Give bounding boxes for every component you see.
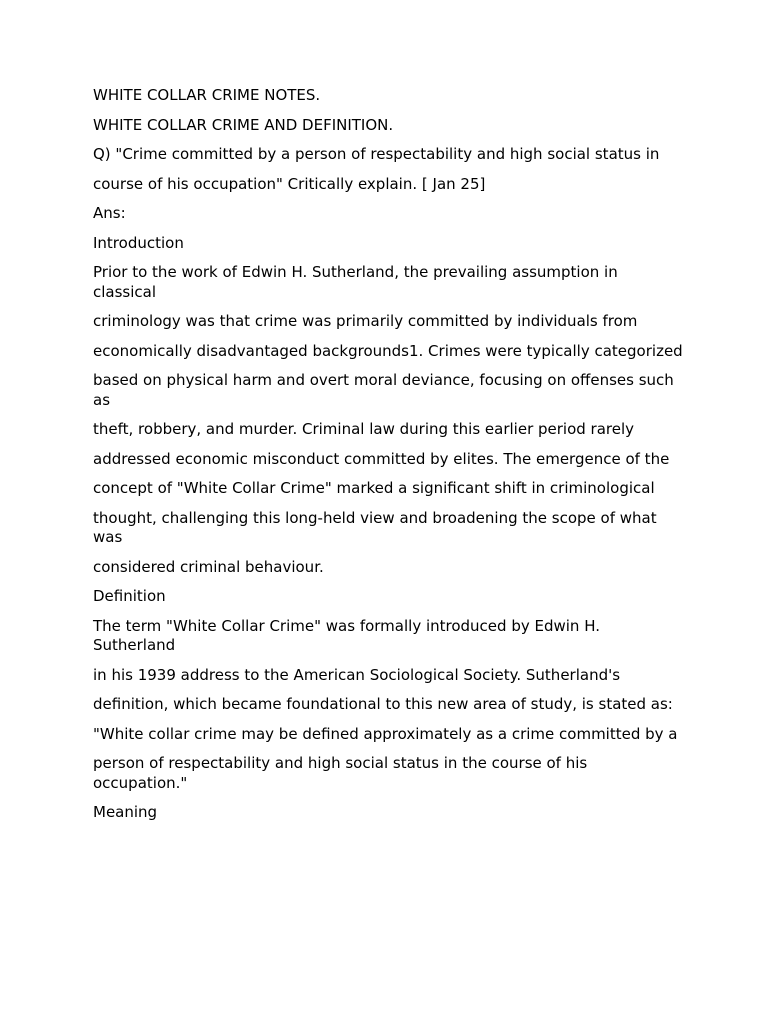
- section-heading: WHITE COLLAR CRIME AND DEFINITION.: [93, 115, 394, 134]
- subheading-meaning: Meaning: [93, 803, 158, 821]
- body-line: Prior to the work of Edwin H. Sutherland, the prevailing assumption in classical: [93, 263, 618, 301]
- subheading-definition: Definition: [93, 587, 166, 605]
- subheading-introduction: Introduction: [93, 233, 184, 252]
- body-line: in his 1939 address to the American Sociological Society. Sutherland's: [93, 665, 621, 684]
- document-title: WHITE COLLAR CRIME NOTES.: [93, 86, 321, 104]
- question-line: course of his occupation" Critically explain. [ Jan 25]: [93, 174, 486, 193]
- answer-label: Ans:: [93, 204, 126, 222]
- quote-line: "White collar crime may be defined approximately as a crime committed by a: [93, 724, 678, 743]
- body-line: addressed economic misconduct committed by elites. The emergence of the: [93, 449, 670, 468]
- body-line: considered criminal behaviour.: [93, 557, 324, 576]
- body-line: theft, robbery, and murder. Criminal law during this earlier period rarely: [93, 420, 635, 438]
- body-line: based on physical harm and overt moral deviance, focusing on offenses such as: [93, 371, 674, 409]
- body-line: concept of "White Collar Crime" marked a significant shift in criminological: [93, 479, 655, 497]
- body-line: criminology was that crime was primarily committed by individuals from: [93, 312, 638, 330]
- body-line: The term "White Collar Crime" was formally introduced by Edwin H. Sutherland: [93, 616, 600, 654]
- body-line: definition, which became foundational to this new area of study, is stated as:: [93, 695, 673, 713]
- quote-line: person of respectability and high social status in the course of his occupation.": [93, 754, 588, 792]
- body-line: economically disadvantaged backgrounds1. Crimes were typically categorized: [93, 341, 683, 360]
- question-line: Q) "Crime committed by a person of respectability and high social status in: [93, 145, 660, 163]
- body-line: thought, challenging this long-held view and broadening the scope of what was: [93, 508, 657, 546]
- document-page: [93, 86, 683, 833]
